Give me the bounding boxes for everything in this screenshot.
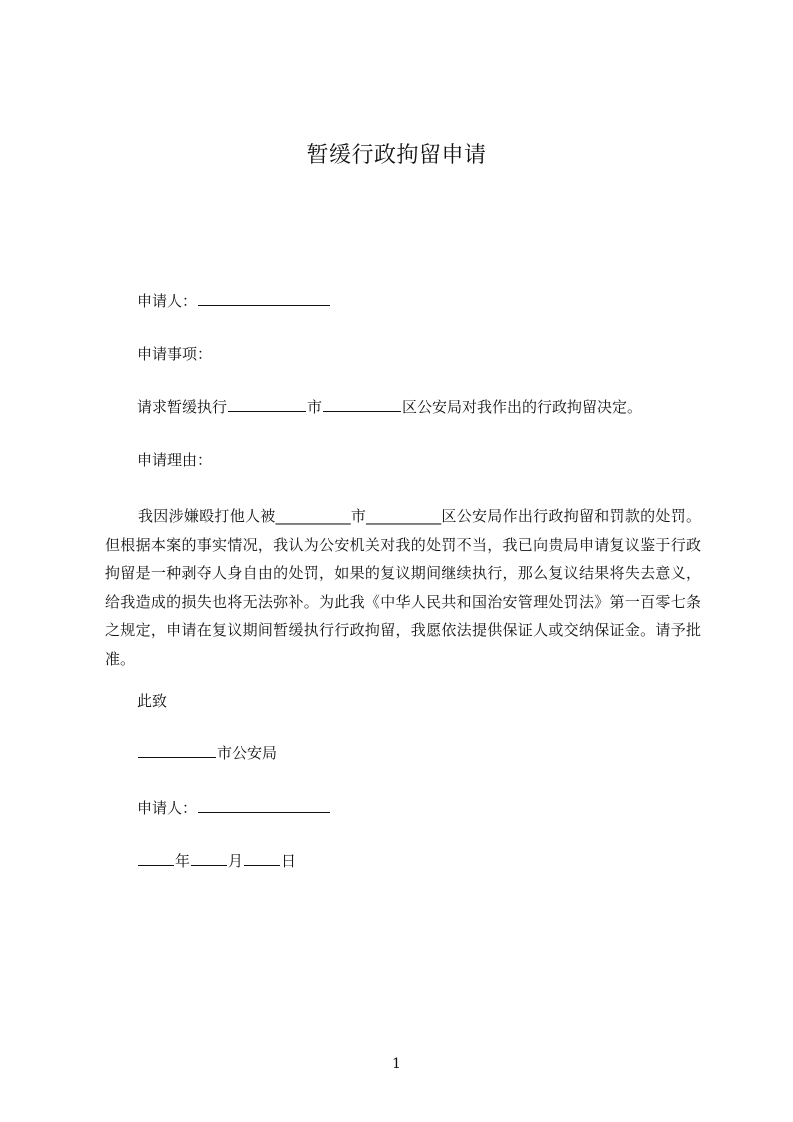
reason-label: 申请理由： xyxy=(137,451,213,469)
applicant-signature-label: 申请人： xyxy=(137,799,198,817)
request-city-suffix: 市 xyxy=(307,398,323,416)
applicant-blank xyxy=(198,290,330,306)
recipient-suffix: 市公安局 xyxy=(217,744,278,762)
day-blank xyxy=(244,850,280,866)
year-label: 年 xyxy=(175,852,191,870)
matter-label: 申请事项： xyxy=(137,345,213,363)
applicant-line xyxy=(137,290,331,312)
year-blank xyxy=(138,850,174,866)
month-blank xyxy=(191,850,227,866)
applicant-label: 申请人： xyxy=(137,292,198,310)
request-line xyxy=(137,396,642,418)
document-title: 暂缓行政拘留申请 xyxy=(306,143,487,168)
month-label: 月 xyxy=(228,852,244,870)
date-line xyxy=(137,850,296,872)
recipient-line xyxy=(137,742,277,764)
closing-line: 此致 xyxy=(137,692,168,710)
request-district-blank xyxy=(323,396,401,412)
reason-paragraph: 我因涉嫌殴打他人被__________市__________区公安局作出行政拘留和罚款的处罚。但根据本案的事实情况，我认为公安机关对我的处罚不当，我已向贵局申请复议鉴于行政拘留是一种剥夺人身自由的处罚，如果的复议期间继续执行，那么复议结果将失去意义，给我造成的损失也将无法弥补。为此我《中华人民共和国治安管理处罚法》第一百零七条之规定，申请在复议期间暂缓执行行政拘留，我愿依法提供保证人或交纳保证金。请予批准。 xyxy=(105,507,701,668)
applicant-signature-blank xyxy=(198,797,330,813)
request-suffix: 区公安局对我作出的行政拘留决定。 xyxy=(402,398,643,416)
applicant-signature-line xyxy=(137,797,331,819)
page-number: 1 xyxy=(392,1056,401,1072)
request-city-blank xyxy=(228,396,306,412)
recipient-city-blank xyxy=(138,742,216,758)
request-prefix: 请求暂缓执行 xyxy=(137,398,228,416)
day-label: 日 xyxy=(281,852,297,870)
